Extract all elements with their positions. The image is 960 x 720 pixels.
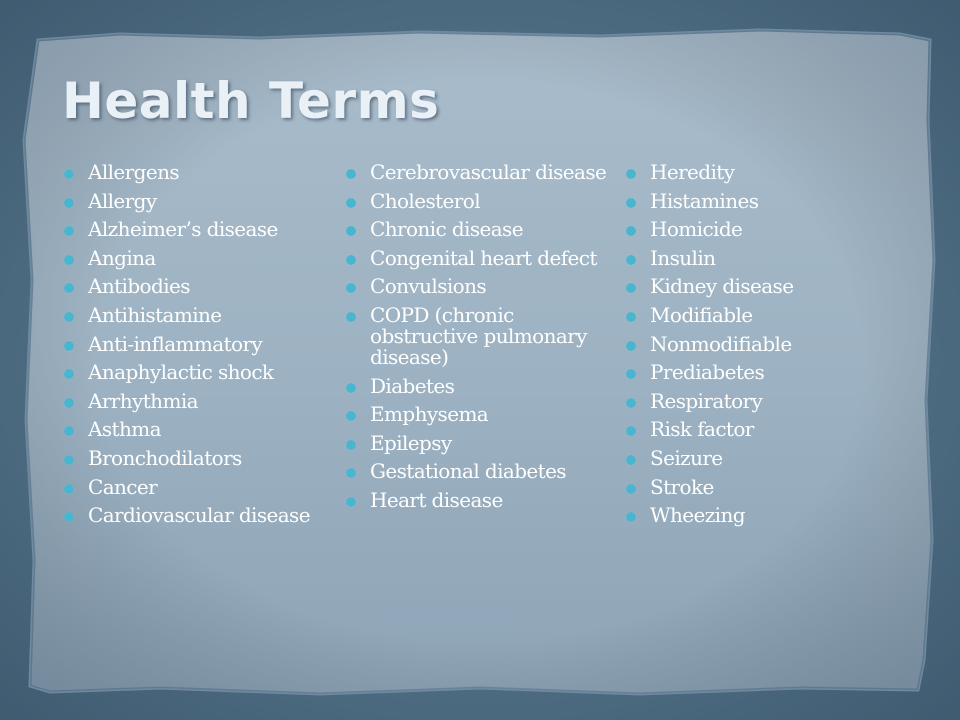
term-item bbox=[624, 388, 874, 413]
bullet-icon bbox=[346, 383, 356, 393]
bullet-icon bbox=[626, 226, 636, 236]
terms-column-2 bbox=[344, 162, 612, 519]
term-item bbox=[624, 162, 874, 183]
term-label: Alzheimer’s disease bbox=[88, 217, 278, 242]
term-item bbox=[344, 373, 612, 398]
term-label: Histamines bbox=[650, 188, 759, 213]
term-item bbox=[344, 430, 612, 455]
bullet-icon bbox=[626, 369, 636, 379]
term-label: Insulin bbox=[650, 245, 716, 270]
term-item bbox=[624, 331, 874, 356]
term-label: Prediabetes bbox=[650, 360, 765, 385]
term-label: Wheezing bbox=[650, 503, 745, 528]
term-label: Anti-inflammatory bbox=[88, 331, 263, 356]
bullet-icon bbox=[626, 512, 636, 522]
term-label: Cerebrovascular disease bbox=[370, 160, 607, 184]
term-label: Cardiovascular disease bbox=[88, 503, 310, 528]
term-item bbox=[62, 445, 324, 470]
term-label: Risk factor bbox=[650, 417, 754, 442]
bullet-icon bbox=[64, 398, 74, 408]
bullet-icon bbox=[64, 426, 74, 436]
term-label: Heart disease bbox=[370, 487, 503, 512]
bullet-icon bbox=[64, 283, 74, 293]
bullet-icon bbox=[626, 398, 636, 408]
term-item bbox=[344, 188, 612, 213]
term-item bbox=[62, 276, 324, 297]
bullet-icon bbox=[346, 468, 356, 478]
term-label: Stroke bbox=[650, 474, 714, 499]
term-label: Congenital heart defect bbox=[370, 245, 597, 270]
bullet-icon bbox=[626, 198, 636, 208]
term-item bbox=[624, 505, 874, 526]
term-label: Angina bbox=[88, 245, 156, 270]
bullet-icon bbox=[64, 341, 74, 351]
term-item bbox=[344, 461, 612, 482]
bullet-icon bbox=[346, 169, 356, 179]
term-label: Allergy bbox=[88, 188, 157, 213]
bullet-icon bbox=[64, 169, 74, 179]
term-label: Seizure bbox=[650, 445, 723, 470]
bullet-icon bbox=[64, 369, 74, 379]
term-item bbox=[624, 474, 874, 499]
bullet-icon bbox=[346, 226, 356, 236]
term-label: Antihistamine bbox=[88, 302, 222, 327]
term-label: Homicide bbox=[650, 217, 743, 242]
bullet-icon bbox=[626, 255, 636, 265]
bullet-icon bbox=[64, 226, 74, 236]
term-label: Epilepsy bbox=[370, 430, 452, 455]
term-item bbox=[344, 302, 612, 369]
term-item bbox=[624, 219, 874, 240]
term-label: Antibodies bbox=[88, 274, 190, 299]
term-item bbox=[62, 419, 324, 440]
term-item bbox=[624, 276, 874, 297]
term-label: Emphysema bbox=[370, 402, 489, 427]
term-item bbox=[344, 245, 612, 270]
bullet-icon bbox=[346, 283, 356, 293]
term-item bbox=[624, 188, 874, 213]
bullet-icon bbox=[626, 484, 636, 494]
term-item bbox=[62, 245, 324, 270]
term-item bbox=[344, 162, 612, 183]
bullet-icon bbox=[346, 497, 356, 507]
term-label: Modifiable bbox=[650, 302, 753, 327]
term-item bbox=[62, 331, 324, 356]
bullet-icon bbox=[346, 312, 356, 322]
bullet-icon bbox=[626, 341, 636, 351]
term-label: Allergens bbox=[88, 160, 180, 184]
term-item bbox=[624, 419, 874, 440]
bullet-icon bbox=[64, 455, 74, 465]
term-label: Chronic disease bbox=[370, 217, 523, 242]
term-item bbox=[624, 362, 874, 383]
bullet-icon bbox=[626, 426, 636, 436]
term-item bbox=[344, 276, 612, 297]
term-label: Kidney disease bbox=[650, 274, 794, 299]
term-label: Heredity bbox=[650, 160, 735, 184]
term-item bbox=[344, 404, 612, 425]
term-item bbox=[624, 445, 874, 470]
bullet-icon bbox=[64, 255, 74, 265]
term-label: Cholesterol bbox=[370, 188, 480, 213]
bullet-icon bbox=[346, 198, 356, 208]
bullet-icon bbox=[64, 512, 74, 522]
term-label: Convulsions bbox=[370, 274, 487, 299]
terms-column-1 bbox=[62, 162, 324, 534]
bullet-icon bbox=[64, 484, 74, 494]
bullet-icon bbox=[626, 169, 636, 179]
bullet-icon bbox=[346, 440, 356, 450]
term-label: Cancer bbox=[88, 474, 158, 499]
term-label: COPD (chronic obstructive pulmonary disease) bbox=[370, 302, 587, 369]
bullet-icon bbox=[346, 411, 356, 421]
term-item bbox=[344, 487, 612, 512]
term-label: Diabetes bbox=[370, 373, 455, 398]
term-label: Nonmodifiable bbox=[650, 331, 792, 356]
term-label: Gestational diabetes bbox=[370, 459, 566, 484]
term-label: Asthma bbox=[88, 417, 161, 442]
term-label: Anaphylactic shock bbox=[88, 360, 274, 385]
bullet-icon bbox=[626, 283, 636, 293]
terms-column-3 bbox=[624, 162, 874, 534]
slide-title: Health Terms bbox=[62, 72, 440, 130]
term-item bbox=[62, 302, 324, 327]
term-item bbox=[62, 388, 324, 413]
term-item bbox=[62, 505, 324, 526]
bullet-icon bbox=[346, 255, 356, 265]
term-label: Bronchodilators bbox=[88, 445, 242, 470]
bullet-icon bbox=[626, 312, 636, 322]
bullet-icon bbox=[626, 455, 636, 465]
term-item bbox=[624, 302, 874, 327]
term-item bbox=[624, 245, 874, 270]
term-item bbox=[62, 219, 324, 240]
bullet-icon bbox=[64, 198, 74, 208]
term-item bbox=[62, 188, 324, 213]
term-label: Respiratory bbox=[650, 388, 763, 413]
bullet-icon bbox=[64, 312, 74, 322]
term-label: Arrhythmia bbox=[88, 388, 198, 413]
term-item bbox=[62, 474, 324, 499]
term-item bbox=[62, 362, 324, 383]
term-item bbox=[62, 162, 324, 183]
term-item bbox=[344, 219, 612, 240]
